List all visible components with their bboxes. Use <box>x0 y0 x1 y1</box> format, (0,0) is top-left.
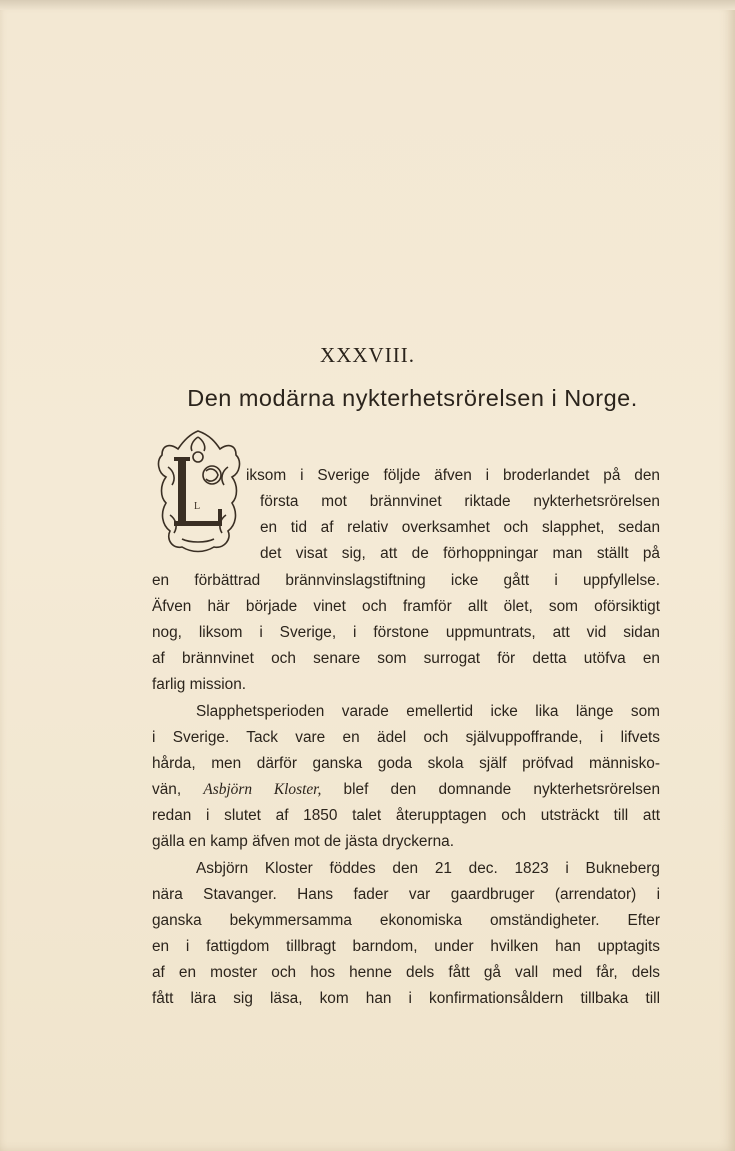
text-line: nära Stavanger. Hans fader var gaardbruger (arrendator) i <box>152 886 660 903</box>
text-line: gälla en kamp äfven mot de jästa dryckerna. <box>152 833 454 850</box>
text-line: Asbjörn Kloster föddes den 21 dec. 1823 i Bukneberg <box>196 860 660 877</box>
text-line: Slapphetsperioden varade emellertid icke lika länge som <box>196 703 660 720</box>
text-line: Äfven här började vinet och framför allt ölet, som oförsiktigt <box>152 598 660 615</box>
ornamental-initial <box>152 427 244 555</box>
chapter-title: Den modärna nykterhetsrörelsen i Norge. <box>187 385 638 411</box>
text-line: en tid af relativ overksamhet och slapphet, sedan <box>260 519 660 536</box>
text-line: en förbättrad brännvinslagstiftning icke gått i uppfyllelse. <box>152 572 660 589</box>
text-line: första mot brännvinet riktade nykterhetsrörelsen <box>260 493 660 510</box>
text-line: af brännvinet och senare som surrogat för detta utöfva en <box>152 650 660 667</box>
text-line: en i fattigdom tillbragt barndom, under hvilken han upptagits <box>152 938 660 955</box>
text-line: hårda, men därför ganska goda skola själf pröfvad människo- <box>152 755 660 772</box>
text-line-with-name <box>152 779 660 801</box>
text-line: ganska bekymmersamma ekonomiska omständigheter. Efter <box>152 912 660 929</box>
person-name: Asbjörn Kloster, <box>203 781 322 798</box>
text-line: farlig mission. <box>152 676 247 693</box>
text-line: af en moster och hos henne dels fått gå vall med får, dels <box>152 964 660 981</box>
text-fragment: blef den domnande nykterhetsrörelsen <box>343 781 660 798</box>
chapter-number: XXXVIII. <box>320 343 415 367</box>
text-line: redan i slutet af 1850 talet återupptagen och utsträckt till att <box>152 807 660 824</box>
text-line: fått lära sig läsa, kom han i konfirmationsåldern tillbaka till <box>152 990 660 1007</box>
text-line: nog, liksom i Sverige, i förstone uppmuntrats, att vid sidan <box>152 624 660 641</box>
text-line: det visat sig, att de förhoppningar man ställt på <box>260 545 660 562</box>
text-line: iksom i Sverige följde äfven i broderlandet på den <box>246 467 660 484</box>
page-top-edge <box>0 0 735 10</box>
text-fragment: vän, <box>152 781 182 798</box>
drop-cap-letter: L <box>193 501 201 512</box>
text-line: i Sverige. Tack vare en ädel och självuppoffrande, i lifvets <box>152 729 660 746</box>
